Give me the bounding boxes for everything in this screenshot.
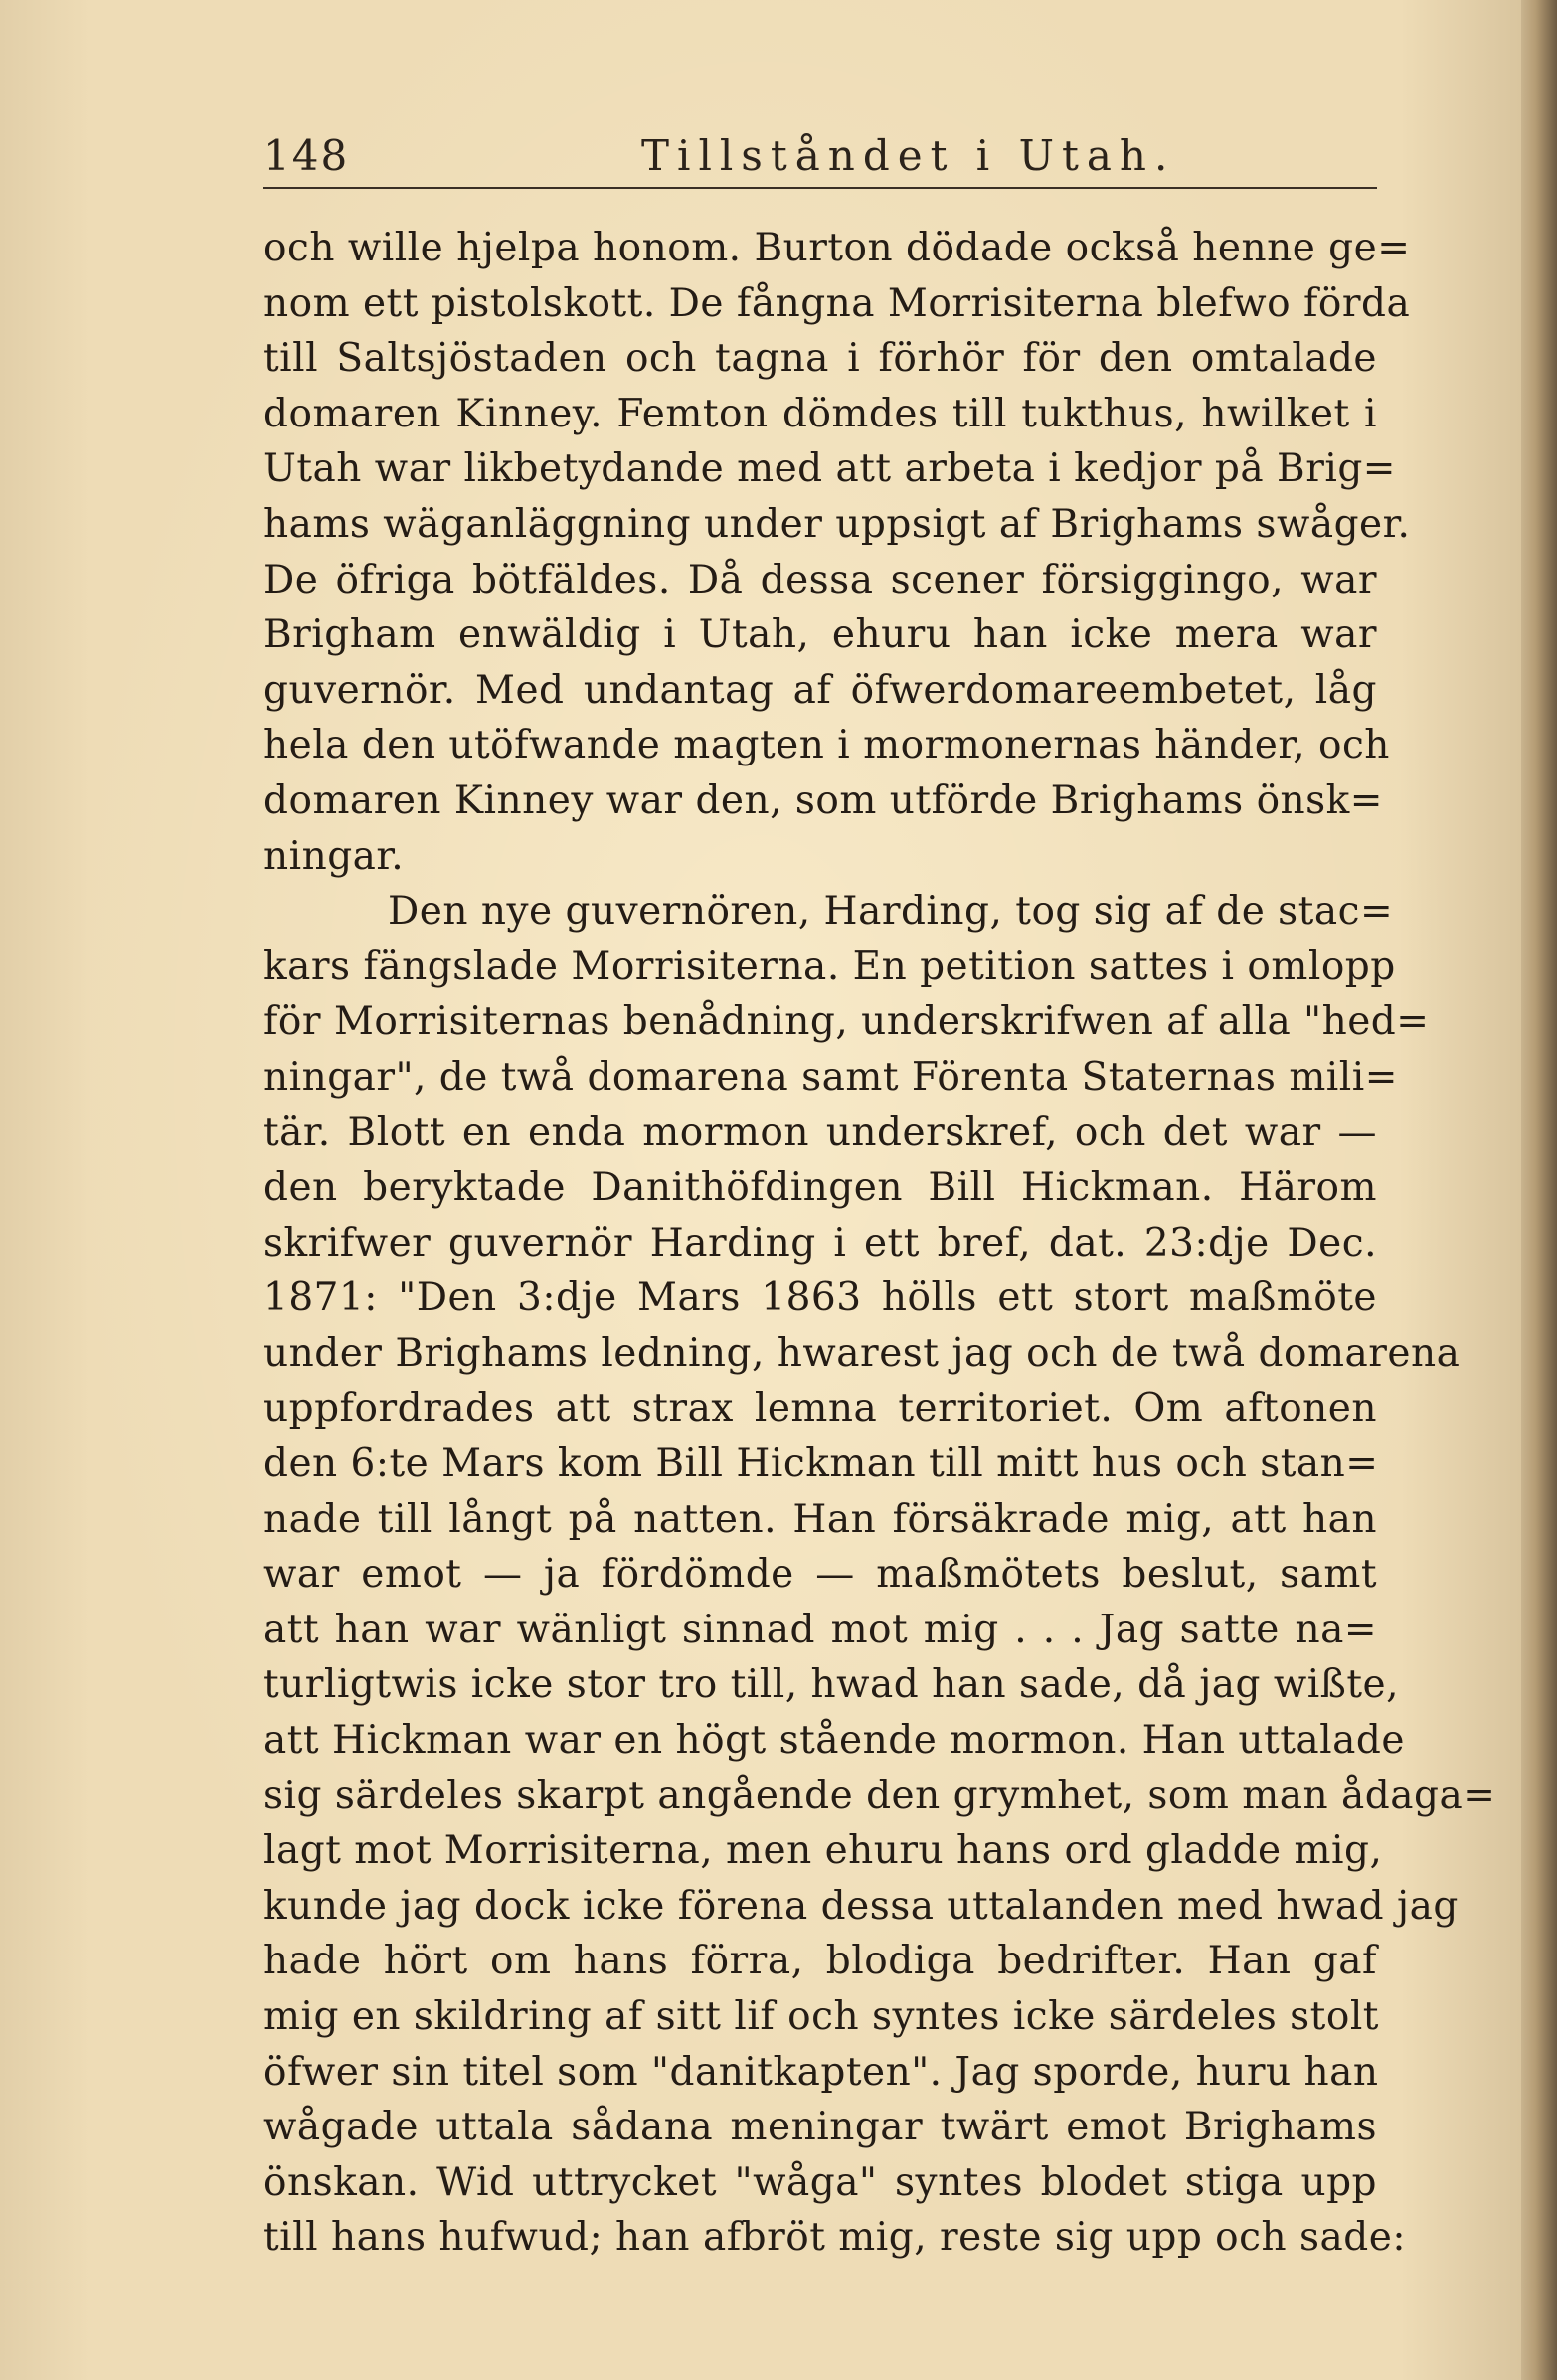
body-text (263, 221, 1496, 2266)
text-line: guvernör. Med undantag af öfwerdomareembetet, låg (263, 667, 1377, 713)
text-line: ningar", de twå domarena samt Förenta Staternas mili= (263, 1054, 1398, 1100)
page-number: 148 (263, 131, 350, 180)
text-line: önskan. Wid uttrycket "wåga" syntes blodet stiga upp (263, 2159, 1377, 2205)
text-line: öfwer sin titel som "danitkapten". Jag sporde, huru han (263, 2049, 1379, 2095)
text-line: mig en skildring af sitt lif och syntes icke särdeles stolt (263, 1994, 1379, 2039)
text-line: turligtwis icke stor tro till, hwad han sade, då jag wißte, (263, 1662, 1399, 1708)
text-line: tär. Blott en enda mormon underskref, och det war — (263, 1109, 1377, 1155)
text-line: den 6:te Mars kom Bill Hickman till mitt hus och stan= (263, 1442, 1379, 1487)
text-line: nom ett pistolskott. De fångna Morrisiterna blefwo förda (263, 280, 1411, 326)
text-line: för Morrisiternas benådning, underskrifwen af alla "hed= (263, 999, 1430, 1045)
text-line: Den nye guvernören, Harding, tog sig af de stac= (388, 889, 1394, 935)
text-line: kars fängslade Morrisiterna. En petition sattes i omlopp (263, 943, 1396, 989)
text-line: ningar. (263, 833, 405, 879)
text-line: war emot — ja fördömde — maßmötets beslut, samt (263, 1552, 1377, 1598)
text-line: uppfordrades att strax lemna territoriet. Om aftonen (263, 1386, 1377, 1432)
text-line: till hans hufwud; han afbröt mig, reste sig upp och sade: (263, 2215, 1406, 2261)
text-line: domaren Kinney war den, som utförde Brighams önsk= (263, 777, 1383, 823)
text-line: att han war wänligt sinnad mot mig . . . Jag satte na= (263, 1607, 1377, 1652)
running-title: Tillståndet i Utah. (641, 131, 1176, 180)
text-line: kunde jag dock icke förena dessa uttalanden med hwad jag (263, 1883, 1459, 1929)
text-line: hams wäganläggning under uppsigt af Brighams swåger. (263, 501, 1411, 547)
text-line: domaren Kinney. Femton dömdes till tukthus, hwilket i (263, 391, 1377, 436)
running-header (263, 127, 1377, 189)
text-line: hade hört om hans förra, blodiga bedrifter. Han gaf (263, 1939, 1377, 1984)
book-page-edge (1521, 0, 1557, 2380)
text-line: 1871: "Den 3:dje Mars 1863 hölls ett stort maßmöte (263, 1275, 1377, 1321)
text-line: Utah war likbetydande med att arbeta i kedjor på Brig= (263, 446, 1396, 492)
text-line: och wille hjelpa honom. Burton dödade också henne ge= (263, 226, 1411, 270)
text-line: De öfriga bötfäldes. Då dessa scener försiggingo, war (263, 557, 1377, 602)
text-line: hela den utöfwande magten i mormonernas händer, och (263, 723, 1390, 768)
text-line: till Saltsjöstaden och tagna i förhör för den omtalade (263, 336, 1377, 382)
text-line: att Hickman war en högt stående mormon. Han uttalade (263, 1718, 1405, 1764)
text-line: skrifwer guvernör Harding i ett bref, dat. 23:dje Dec. (263, 1220, 1377, 1266)
text-line: under Brighams ledning, hwarest jag och de twå domarena (263, 1330, 1461, 1376)
text-line: Brigham enwäldig i Utah, ehuru han icke mera war (263, 612, 1377, 658)
text-line: lagt mot Morrisiterna, men ehuru hans ord gladde mig, (263, 1828, 1383, 1874)
text-line: den beryktade Danithöfdingen Bill Hickman. Härom (263, 1165, 1377, 1211)
text-line: wågade uttala sådana meningar twärt emot Brighams (263, 2105, 1377, 2150)
text-line: nade till långt på natten. Han försäkrade mig, att han (263, 1496, 1377, 1542)
text-line: sig särdeles skarpt angående den grymhet, som man ådaga= (263, 1773, 1496, 1818)
